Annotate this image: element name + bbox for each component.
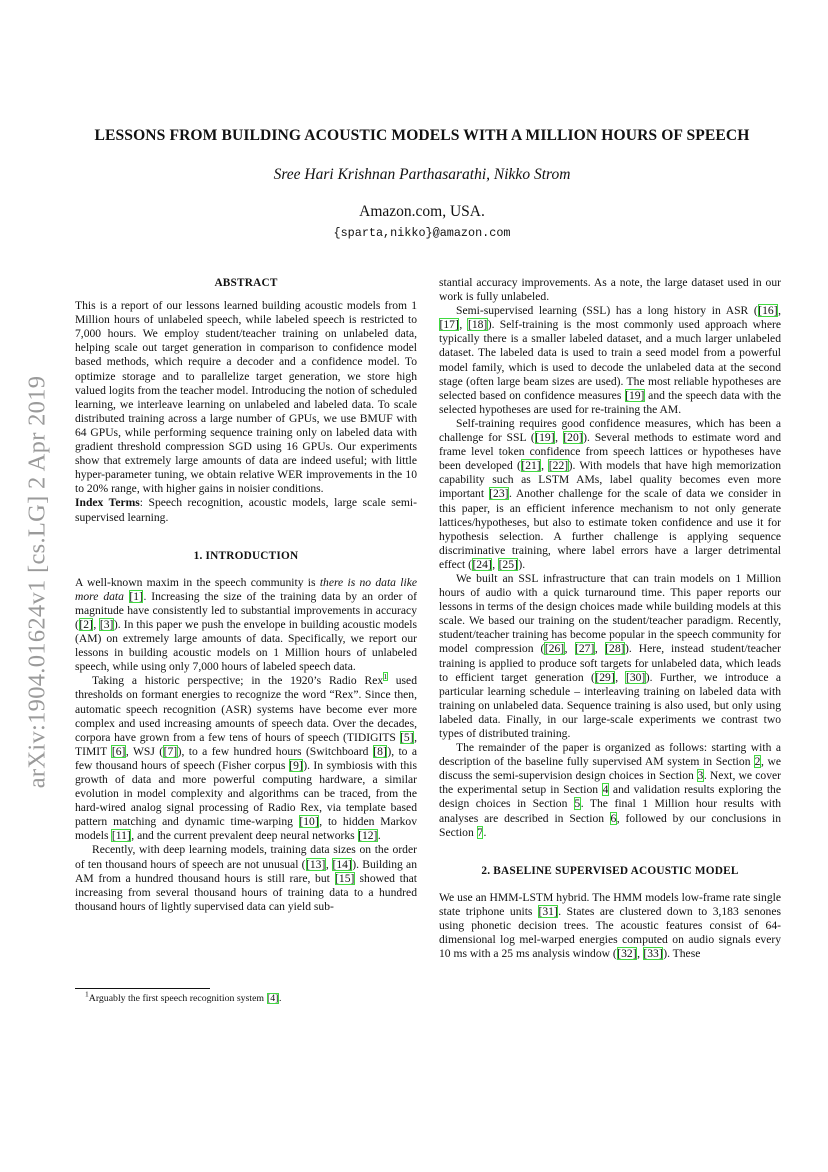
right-column — [439, 276, 781, 961]
citation-link[interactable]: [19] — [535, 431, 555, 445]
text-run: ). In this paper we push the envelope in building acoustic models (AM) on extremely large amounts of data. Specifically, we report our lessons in building acoustic models on 1 Million hours of unlabeled speech, while using only 7,000 hours of labeled speech data. — [75, 617, 418, 674]
text-run: ), to a few thousand hours of speech (Fisher corpus — [75, 744, 418, 772]
text-run: , WSJ ( — [125, 744, 164, 758]
section-link[interactable]: 6 — [610, 811, 617, 825]
citation-link[interactable]: [5] — [400, 730, 414, 744]
intro-paragraph-3 — [75, 843, 417, 913]
citation-link[interactable]: [33] — [643, 947, 663, 961]
citation-link[interactable]: [11] — [111, 829, 131, 843]
section-link[interactable]: 3 — [697, 769, 704, 783]
author-email: {sparta,nikko}@amazon.com — [333, 226, 511, 240]
citation-link[interactable]: [23] — [489, 487, 509, 501]
citation-link[interactable]: [25] — [498, 557, 518, 571]
citation-link[interactable]: [31] — [538, 904, 558, 918]
citation-link[interactable]: [18] — [467, 318, 488, 332]
citation-link[interactable]: [30] — [625, 670, 646, 684]
text-run: . Another challenge for the scale of data we consider in this paper, is an efficient inference mechanism to not only generate lattices/hypotheses, but also to estimate token confidence and use it for hypothesis selection. A further challenge is applying sequence discriminative training, where label errors have a larger detrimental effect ( — [439, 487, 781, 571]
text-run: , — [564, 642, 575, 656]
citation-link[interactable]: [22] — [548, 459, 569, 473]
text-run: , — [492, 557, 499, 571]
text-run: ), to a few hundred hours (Switchboard — [177, 744, 373, 758]
text-run: , followed by our conclusions in Section — [439, 811, 781, 839]
emphasis-text: there is no data like more data — [75, 575, 417, 603]
text-run: . States are clustered down to 3,183 senones using phonetic decision trees. The acoustic features consist of 64-dimensional log mel-warped energies computed on audio signals every 10 ms with a 25 ms analysis window ( — [439, 904, 781, 961]
text-run: , we discuss the semi-supervision design choices in Section — [439, 755, 781, 783]
intro-paragraph-6 — [439, 572, 781, 741]
text-run: , TIMIT — [75, 730, 417, 758]
citation-link[interactable]: [15] — [335, 871, 355, 885]
text-run: We built an SSL infrastructure that can train models on 1 Million hours of audio with a quick turnaround time. This paper reports our lessons in terms of the design choices made while building models at this scale. We based our training on the student/teacher paradigm. Recently, student/teacher training has become popular in the speech community for model compression ( — [439, 571, 781, 656]
section-link[interactable]: 7 — [477, 825, 483, 839]
text-run: ). With models that have high memorization capability such as LSTM AMs, label quality becomes even more important — [439, 459, 782, 501]
citation-link[interactable]: [4] — [267, 993, 279, 1004]
section-link[interactable]: 2 — [754, 755, 761, 769]
citation-link[interactable]: [1] — [129, 589, 143, 603]
citation-link[interactable]: [27] — [575, 642, 595, 656]
text-run: , — [93, 617, 100, 631]
footnote-mark: 1 — [85, 989, 89, 999]
citation-link[interactable]: [10] — [299, 815, 319, 829]
text-run: and the speech data with the selected hypotheses are used for re-training the AM. — [439, 388, 781, 416]
footnote — [75, 989, 427, 1005]
citation-link[interactable]: [9] — [289, 758, 303, 772]
citation-link[interactable]: [32] — [617, 947, 637, 961]
section-1-heading: 1. INTRODUCTION — [193, 549, 299, 562]
index-terms — [75, 496, 417, 524]
text-run: . — [377, 829, 381, 843]
citation-link[interactable]: [7] — [163, 744, 178, 758]
abstract-text: This is a report of our lessons learned building acoustic models from 1 Million hours of unlabeled speech, while labeled speech is restricted to 7,000 hours. We employ student/teacher training on unlabeled data, helping scale out target generation in comparison to confidence model based methods, which require a decoder and a confidence model. To optimize storage and to parallelize target generation, we store high valued logits from the teacher model. Introducing the notion of scheduled learning, we interleave learning on unlabeled and labeled data. To scale distributed training across a large number of GPUs, we use BMUF with 64 GPUs, while performing sequence training only on labeled data with gradient threshold compression SGD using 16 GPUs. Our experiments show that extremely large amounts of data are indeed useful; with little hyper-parameter tuning, we obtain relative WER improvements in the 10 to 20% range, with higher gains in noisier conditions. — [75, 299, 417, 496]
section-link[interactable]: 4 — [602, 783, 609, 797]
footnote-text: Arguably the first speech recognition system — [88, 993, 267, 1004]
text-run: , — [459, 318, 468, 332]
left-column — [75, 276, 417, 914]
baseline-paragraph-1 — [439, 891, 781, 961]
section-link[interactable]: 5 — [574, 797, 581, 811]
text-run: used thresholds on formant energies to recognize the word “Rex”. Since then, automatic speech recognition (ASR) systems have become ever more complex and used increasing amounts of speech data. Over the decades, corpora have grown from a few tens of hours of speech (TIDIGITS — [75, 674, 417, 744]
text-run: Semi-supervised learning (SSL) has a long history in ASR ( — [456, 304, 758, 318]
text-run: ). — [518, 557, 526, 571]
text-run: Self-training requires good confidence measures, which has been a challenge for SSL ( — [439, 416, 781, 445]
citation-link[interactable]: [14] — [332, 857, 352, 871]
text-run: . Increasing the size of the training data by an order of magnitude have consistently led to substantial improvements in accuracy ( — [75, 589, 417, 631]
citation-link[interactable]: [3] — [99, 617, 114, 631]
text-run: , — [637, 947, 643, 961]
text-run: ). Self-training is the most commonly used approach where typically there is a smaller labeled dataset, and a much larger unlabeled dataset. The labeled data is used to train a seed model from a powerful model family, which is used to decode the unlabeled data at the second stage (often large beam sizes are used). The most reliable hypotheses are selected based on confidence measures — [439, 318, 782, 402]
paper-authors: Sree Hari Krishnan Parthasarathi, Nikko Strom — [273, 166, 571, 183]
text-run: The remainder of the paper is organized as follows: starting with a description of the baseline fully supervised AM system in Section — [439, 741, 781, 769]
citation-link[interactable]: [2] — [79, 617, 93, 631]
citation-link[interactable]: [6] — [111, 744, 126, 758]
text-run: , to hidden Markov models — [75, 815, 418, 843]
affiliation: Amazon.com, USA. — [359, 203, 485, 220]
text-run: ). In symbiosis with this growth of data and more powerful computing hardware, a similar evolution in model complexity and algorithms can be traced, from the hard-wired analog signal processing of Radio Rex, via template based pattern matching and dynamic time-warping — [75, 758, 418, 829]
intro-paragraph-1 — [75, 576, 417, 675]
intro-paragraph-7 — [439, 741, 781, 840]
section-2-heading: 2. BASELINE SUPERVISED ACOUSTIC MODEL — [481, 864, 739, 877]
text-run: , — [555, 431, 563, 445]
text-run: , — [325, 857, 332, 871]
text-run: We use an HMM-LSTM hybrid. The HMM models low-frame rate single state triphone units — [439, 890, 781, 918]
text-run: , and the current prevalent deep neural networks — [131, 829, 358, 843]
text-run: ). These — [663, 947, 701, 961]
citation-link[interactable]: [12] — [358, 829, 378, 843]
citation-link[interactable]: [24] — [472, 557, 492, 571]
index-terms-text: : Speech recognition, acoustic models, large scale semi-supervised learning. — [75, 496, 417, 524]
text-run: showed that increasing from several thousand hours of training data to a hundred thousand hours of lightly supervised data can yield sub- — [75, 871, 418, 913]
paper-title: LESSONS FROM BUILDING ACOUSTIC MODELS WITH A MILLION HOURS OF SPEECH — [94, 127, 750, 144]
text-run: , — [615, 670, 626, 684]
text-run: Recently, with deep learning models, training data sizes on the order of ten thousand hours of speech are not unusual ( — [75, 843, 417, 871]
text-run: . Next, we cover the experimental setup in Section — [439, 769, 781, 797]
citation-link[interactable]: [28] — [605, 642, 625, 656]
text-run: ). Further, we introduce a particular learning schedule – interleaving training on labeled data with training on unlabeled data. Sequence training is also used, but only using labeled data. Finally, in our large-scale experiments we contrast two types of distributed training. — [439, 670, 781, 740]
citation-link[interactable]: [13] — [306, 857, 326, 871]
abstract-heading: ABSTRACT — [214, 277, 278, 289]
intro-paragraph-2 — [75, 674, 417, 843]
text-run: , — [778, 304, 781, 318]
intro-paragraph-4 — [439, 304, 781, 417]
citation-link[interactable]: [17] — [439, 318, 459, 332]
text-run: and validation results exploring the design choices in Section — [439, 783, 781, 811]
text-run: Taking a historic perspective; in the 1920’s Radio Rex — [92, 674, 384, 688]
text-run: . The final 1 Million hour results with analyses are described in Section — [439, 797, 782, 825]
footnote-link[interactable]: 1 — [383, 672, 388, 682]
citation-link[interactable]: [16] — [758, 304, 778, 318]
intro-paragraph-3-continued: stantial accuracy improvements. As a note, the large dataset used in our work is fully unlabeled. — [439, 276, 781, 304]
text-run: , — [541, 459, 549, 473]
citation-link[interactable]: [19] — [625, 388, 645, 402]
intro-paragraph-5 — [439, 417, 781, 572]
footnote-text: . — [278, 993, 282, 1004]
text-run: ). Several methods to estimate word and frame level token confidence from speech lattices or hypotheses have been developed ( — [439, 431, 782, 473]
arxiv-identifier-text: arXiv:1904.01624v1 [cs.LG] 2 Apr 2019 — [23, 375, 51, 789]
citation-link[interactable]: [26] — [544, 642, 565, 656]
citation-link[interactable]: [20] — [563, 431, 583, 445]
text-run: A well-known maxim in the speech community is — [75, 575, 320, 589]
citation-link[interactable]: [8] — [373, 744, 387, 758]
citation-link[interactable]: [21] — [521, 459, 541, 473]
arxiv-identifier — [22, 342, 52, 822]
index-terms-label: Index Terms — [75, 496, 140, 510]
text-run: , — [594, 642, 605, 656]
text-run: ). Building an AM from a hundred thousand hours is still rare, but — [75, 857, 417, 885]
text-run: . — [483, 825, 487, 839]
citation-link[interactable]: [29] — [595, 670, 615, 684]
text-run: ). Here, instead student/teacher training is applied to produce soft targets for unlabeled data, which leads to efficient target generation ( — [439, 642, 782, 684]
footnote-rule — [75, 988, 210, 989]
